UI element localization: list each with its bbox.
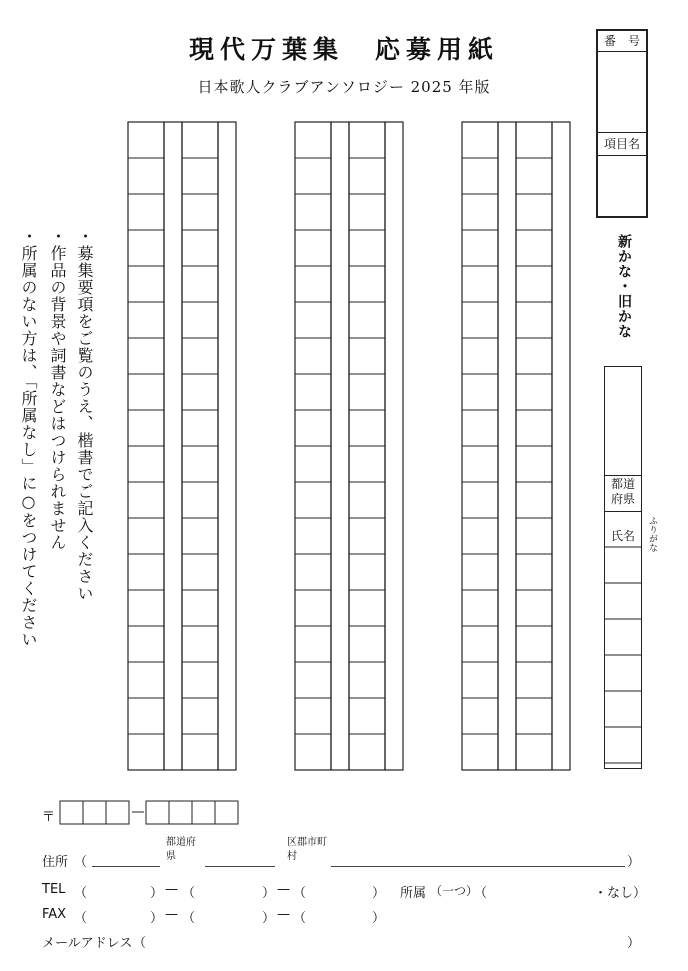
grid-block-2[interactable]: [295, 122, 403, 770]
ruby-column[interactable]: [164, 122, 182, 770]
affiliation-sub: （一つ）: [430, 884, 479, 898]
fax-label: FAX: [42, 907, 67, 922]
email-input[interactable]: [150, 932, 620, 948]
postal-digit-6[interactable]: [192, 801, 215, 824]
number-label: 番 号: [603, 34, 640, 48]
tel-paren-2: ）: [150, 886, 164, 901]
affiliation-label: 所属: [400, 886, 427, 901]
name-cells[interactable]: [605, 367, 641, 768]
fax-paren-4: ）: [262, 911, 276, 926]
name-label: 氏名: [610, 529, 635, 543]
postal-digit-5[interactable]: [169, 801, 192, 824]
postal-digit-2[interactable]: [83, 801, 106, 824]
furigana-label: ふりがな: [647, 516, 657, 552]
postal-code-boxes[interactable]: [58, 800, 242, 826]
tel-paren-4: ）: [262, 886, 276, 901]
writing-column[interactable]: [349, 122, 385, 770]
ruby-column[interactable]: [385, 122, 403, 770]
fax-area-input[interactable]: [92, 907, 150, 923]
grid-block-3[interactable]: [462, 122, 570, 770]
tel-number-input[interactable]: [310, 882, 370, 898]
fax-paren-3: （: [182, 911, 196, 926]
writing-column[interactable]: [295, 122, 331, 770]
affiliation-paren: （: [474, 886, 488, 901]
divider: [598, 132, 646, 133]
fax-dash-1: —: [165, 907, 178, 922]
fax-dash-2: —: [277, 907, 290, 922]
form-title: 現代万葉集 応募用紙: [188, 35, 499, 64]
grid-block-1[interactable]: [128, 122, 236, 770]
tel-dash-2: —: [277, 882, 290, 897]
note-2: ・作品の背景や詞書などはつけられません: [48, 228, 67, 551]
tel-label: TEL: [42, 882, 66, 897]
tel-paren-5: （: [293, 886, 307, 901]
fax-paren-5: （: [293, 911, 307, 926]
writing-column[interactable]: [516, 122, 552, 770]
address-label: 住所: [42, 855, 69, 870]
kana-option[interactable]: 新かな・旧かな: [616, 234, 632, 339]
tel-area-input[interactable]: [92, 882, 150, 898]
writing-column[interactable]: [462, 122, 498, 770]
fax-prefix-input[interactable]: [198, 907, 256, 923]
address-close-paren: ）: [627, 855, 641, 870]
form-subtitle: 日本歌人クラブアンソロジー 2025 年版: [197, 78, 491, 96]
ruby-column[interactable]: [552, 122, 570, 770]
note-1: ・募集要項をご覧のうえ、楷書でご記入ください: [75, 228, 94, 602]
tel-paren-6: ）: [372, 886, 386, 901]
category-label: 項目名: [603, 137, 640, 151]
postal-mark: 〒: [42, 810, 56, 825]
writing-column[interactable]: [182, 122, 218, 770]
affiliation-input[interactable]: [490, 882, 590, 898]
number-field[interactable]: [598, 52, 646, 132]
postal-digit-7[interactable]: [215, 801, 238, 824]
admin-box: [596, 29, 648, 218]
ruby-column[interactable]: [331, 122, 349, 770]
fax-number-input[interactable]: [310, 907, 370, 923]
postal-digit-4[interactable]: [146, 801, 169, 824]
address-open-paren: （: [74, 855, 88, 870]
category-field[interactable]: [598, 156, 646, 216]
city-unit: 区郡市町村: [287, 837, 327, 862]
postal-digit-1[interactable]: [60, 801, 83, 824]
address-prefecture-input[interactable]: [92, 866, 160, 867]
ruby-column[interactable]: [218, 122, 236, 770]
prefecture-unit: 都道府県: [166, 837, 196, 862]
writing-column[interactable]: [128, 122, 164, 770]
tel-dash-1: —: [165, 882, 178, 897]
tel-paren-1: （: [74, 886, 88, 901]
fax-paren-1: （: [74, 911, 88, 926]
address-city-input[interactable]: [205, 866, 275, 867]
fax-paren-6: ）: [372, 911, 386, 926]
prefecture-label: 都道府県: [610, 477, 635, 506]
name-column[interactable]: [604, 366, 642, 769]
note-3: ・所属のない方は、「所属なし」に○をつけてください: [19, 228, 38, 648]
ruby-column[interactable]: [498, 122, 516, 770]
email-close-paren: ）: [627, 936, 641, 951]
fax-paren-2: ）: [150, 911, 164, 926]
address-street-input[interactable]: [331, 866, 625, 867]
tel-prefix-input[interactable]: [198, 882, 256, 898]
postal-digit-3[interactable]: [106, 801, 129, 824]
tel-paren-3: （: [182, 886, 196, 901]
email-label: メールアドレス: [42, 936, 133, 951]
no-affiliation-option[interactable]: ・なし）: [594, 886, 647, 901]
email-open-paren: （: [133, 936, 147, 951]
